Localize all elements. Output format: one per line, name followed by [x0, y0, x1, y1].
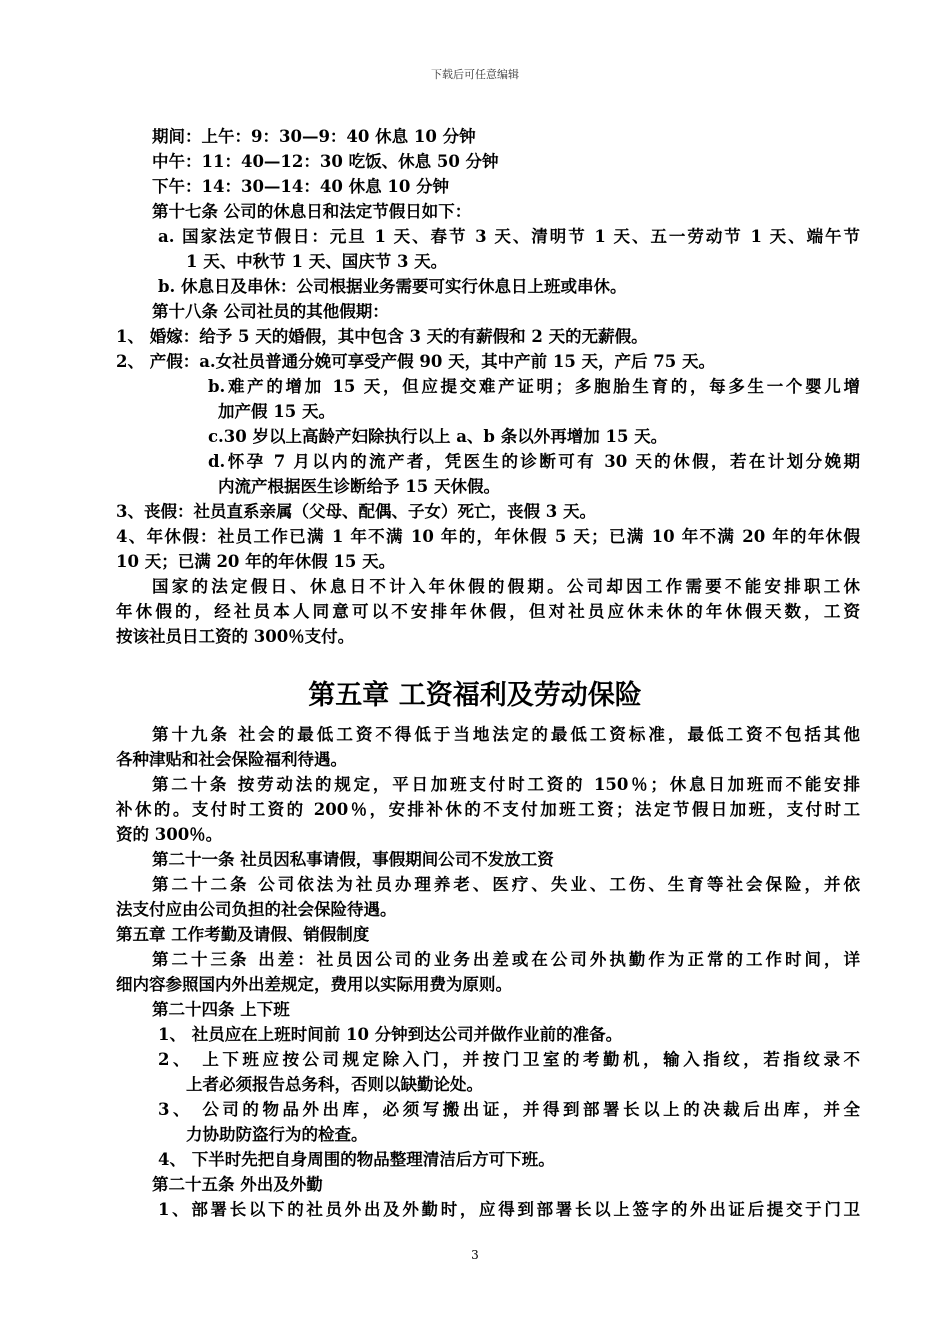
text-line: 力协助防盗行为的检查。	[186, 1125, 368, 1144]
text-line: 3、 公司的物品外出库，必须写搬出证，并得到部署长以上的决裁后出库，并全	[158, 1100, 860, 1119]
text-line: c.30 岁以上高龄产妇除执行以上 a、b 条以外再增加 15 天。	[208, 427, 668, 446]
text-line: 第十七条 公司的休息日和法定节假日如下：	[152, 202, 472, 221]
text-line: 补休的。支付时工资的 200％，安排补休的不支付加班工资；法定节假日加班，支付时工	[116, 800, 860, 819]
text-line: 1、 社员应在上班时间前 10 分钟到达公司并做作业前的准备。	[158, 1025, 623, 1044]
text-line: 期间：上午：9：30—9：40 休息 10 分钟	[152, 127, 476, 146]
text-line: 中午：11：40—12：30 吃饭、休息 50 分钟	[152, 152, 499, 171]
text-line: 内流产根据医生诊断给予 15 天休假。	[218, 477, 500, 496]
page-number: 3	[471, 1248, 479, 1262]
chapter-title: 第五章 工资福利及劳动保险	[308, 680, 642, 711]
text-line: d.怀孕 7 月以内的流产者，凭医生的诊断可有 30 天的休假，若在计划分娩期	[208, 452, 860, 471]
text-line: b.难产的增加 15 天，但应提交难产证明；多胞胎生育的，每多生一个婴儿增	[208, 377, 860, 396]
text-line: 细内容参照国内外出差规定，费用以实际用费为原则。	[116, 975, 512, 994]
text-line: 第二十二条 公司依法为社员办理养老、医疗、失业、工伤、生育等社会保险，并依	[152, 875, 860, 894]
text-line: 1、部署长以下的社员外出及外勤时，应得到部署长以上签字的外出证后提交于门卫	[158, 1200, 860, 1219]
text-line: 4、 下半时先把自身周围的物品整理清洁后方可下班。	[158, 1150, 555, 1169]
text-line: 10 天；已满 20 年的年休假 15 天。	[116, 552, 396, 571]
text-line: 上者必须报告总务科，否则以缺勤论处。	[186, 1075, 483, 1094]
text-line: 第十八条 公司社员的其他假期：	[152, 302, 389, 321]
text-line: 下午：14：30—14：40 休息 10 分钟	[152, 177, 450, 196]
text-line: 资的 300％。	[116, 825, 223, 844]
text-line: 4、年休假：社员工作已满 1 年不满 10 年的，年休假 5 天；已满 10 年不满 20 年的年休假	[116, 527, 860, 546]
text-line: 加产假 15 天。	[218, 402, 335, 421]
text-line: 1 天、中秋节 1 天、国庆节 3 天。	[186, 252, 448, 271]
text-line: 1、 婚嫁：给予 5 天的婚假，其中包含 3 天的有薪假和 2 天的无薪假。	[116, 327, 648, 346]
text-line: 第二十五条 外出及外勤	[152, 1175, 323, 1194]
text-line: 第二十条 按劳动法的规定，平日加班支付时工资的 150％；休息日加班而不能安排	[152, 775, 860, 794]
text-line: 2、 上下班应按公司规定除入门，并按门卫室的考勤机，输入指纹，若指纹录不	[158, 1050, 860, 1069]
text-line: 第二十四条 上下班	[152, 1000, 290, 1019]
text-line: b. 休息日及串休：公司根据业务需要可实行休息日上班或串休。	[158, 277, 627, 296]
text-line: 按该社员日工资的 300％支付。	[116, 627, 355, 646]
text-line: 3、丧假：社员直系亲属（父母、配偶、子女）死亡，丧假 3 天。	[116, 502, 596, 521]
section-heading: 第五章 工作考勤及请假、销假制度	[116, 925, 370, 944]
text-line: 年休假的，经社员本人同意可以不安排年休假，但对社员应休未休的年休假天数，工资	[116, 602, 860, 621]
text-line: 第二十一条 社员因私事请假，事假期间公司不发放工资	[152, 850, 554, 869]
text-line: 法支付应由公司负担的社会保险待遇。	[116, 900, 397, 919]
text-line: 2、 产假：a.女社员普通分娩可享受产假 90 天，其中产前 15 天，产后 75 天。	[116, 352, 716, 371]
text-line: 各种津贴和社会保险福利待遇。	[116, 750, 347, 769]
text-line: 国家的法定假日、休息日不计入年休假的假期。公司却因工作需要不能安排职工休	[152, 577, 860, 596]
page-header: 下载后可任意编辑	[431, 68, 519, 81]
text-line: a. 国家法定节假日：元旦 1 天、春节 3 天、清明节 1 天、五一劳动节 1 天、端午节	[158, 227, 860, 246]
text-line: 第十九条 社会的最低工资不得低于当地法定的最低工资标准，最低工资不包括其他	[152, 725, 860, 744]
text-line: 第二十三条 出差：社员因公司的业务出差或在公司外执勤作为正常的工作时间，详	[152, 950, 860, 969]
